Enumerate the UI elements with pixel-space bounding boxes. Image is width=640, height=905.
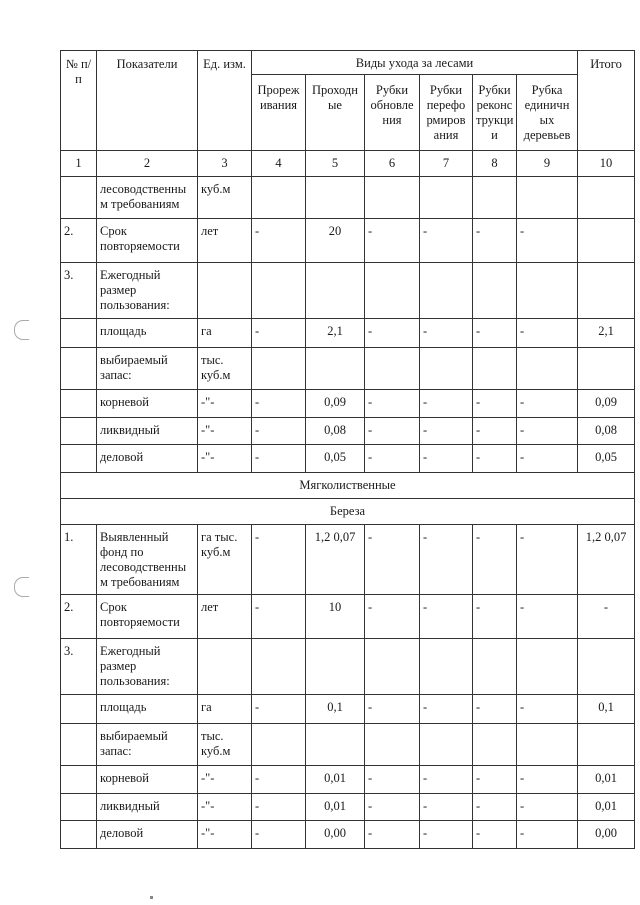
renewal-cuts-cell: -	[365, 445, 420, 473]
indicator-cell: Срок повторяемости	[97, 595, 198, 639]
section-top	[61, 177, 635, 473]
total-cell: 0,01	[578, 766, 635, 794]
reformation-cuts-cell: -	[420, 695, 473, 724]
renewal-cuts-cell: -	[365, 319, 420, 348]
reformation-cuts-cell: -	[420, 766, 473, 794]
table-row	[61, 418, 635, 445]
indicator-cell: деловой	[97, 445, 198, 473]
reformation-cuts-cell	[420, 348, 473, 390]
col-number: 8	[473, 151, 517, 177]
col-number: 2	[97, 151, 198, 177]
table-row	[61, 766, 635, 794]
renewal-cuts-cell: -	[365, 821, 420, 849]
thinning-cell	[252, 348, 306, 390]
passing-cuts-cell: 0,00	[306, 821, 365, 849]
total-cell: 0,08	[578, 418, 635, 445]
unit-cell: -"-	[198, 445, 252, 473]
indicator-cell: выбираемый запас:	[97, 348, 198, 390]
single-tree-cuts-cell	[517, 639, 578, 695]
thinning-cell	[252, 639, 306, 695]
indicator-cell: площадь	[97, 695, 198, 724]
table-row	[61, 695, 635, 724]
col-number: 7	[420, 151, 473, 177]
reconstruction-cuts-cell: -	[473, 695, 517, 724]
table-row	[61, 821, 635, 849]
passing-cuts-cell	[306, 348, 365, 390]
passing-cuts-cell: 0,01	[306, 794, 365, 821]
row-number-cell	[61, 390, 97, 418]
indicator-cell: Ежегодный размер пользования:	[97, 639, 198, 695]
indicator-cell: ликвидный	[97, 794, 198, 821]
total-cell: 0,05	[578, 445, 635, 473]
indicator-cell: ликвидный	[97, 418, 198, 445]
reconstruction-cuts-cell	[473, 639, 517, 695]
reformation-cuts-cell: -	[420, 390, 473, 418]
thinning-cell: -	[252, 219, 306, 263]
total-cell	[578, 177, 635, 219]
reconstruction-cuts-cell: -	[473, 595, 517, 639]
reconstruction-cuts-cell	[473, 348, 517, 390]
unit-cell: лет	[198, 595, 252, 639]
renewal-cuts-cell: -	[365, 695, 420, 724]
col-number: 4	[252, 151, 306, 177]
binder-hole	[14, 577, 29, 597]
indicator-cell: лесоводственны м требованиям	[97, 177, 198, 219]
unit-cell: га	[198, 695, 252, 724]
total-cell: 0,09	[578, 390, 635, 418]
unit-cell: куб.м	[198, 177, 252, 219]
table-row	[61, 794, 635, 821]
renewal-cuts-cell	[365, 263, 420, 319]
row-number-cell: 3.	[61, 263, 97, 319]
indicator-cell: деловой	[97, 821, 198, 849]
unit-cell: -"-	[198, 794, 252, 821]
passing-cuts-cell: 0,09	[306, 390, 365, 418]
reformation-cuts-cell: -	[420, 445, 473, 473]
reformation-cuts-cell: -	[420, 794, 473, 821]
unit-cell: лет	[198, 219, 252, 263]
single-tree-cuts-cell: -	[517, 821, 578, 849]
col-number: 6	[365, 151, 420, 177]
renewal-cuts-cell: -	[365, 390, 420, 418]
table-row	[61, 595, 635, 639]
reformation-cuts-cell: -	[420, 595, 473, 639]
passing-cuts-cell: 1,2 0,07	[306, 525, 365, 595]
reformation-cuts-cell: -	[420, 821, 473, 849]
group-label: Мягколиственные	[61, 473, 635, 499]
table-header	[61, 51, 635, 177]
reconstruction-cuts-cell	[473, 724, 517, 766]
unit-cell: га тыс. куб.м	[198, 525, 252, 595]
passing-cuts-cell	[306, 639, 365, 695]
row-number-cell	[61, 418, 97, 445]
unit-cell: -"-	[198, 766, 252, 794]
total-cell: 1,2 0,07	[578, 525, 635, 595]
single-tree-cuts-cell: -	[517, 319, 578, 348]
indicator-cell: площадь	[97, 319, 198, 348]
table-row	[61, 263, 635, 319]
unit-cell: тыс. куб.м	[198, 348, 252, 390]
row-number-cell: 2.	[61, 219, 97, 263]
reconstruction-cuts-cell: -	[473, 219, 517, 263]
single-tree-cuts-cell: -	[517, 525, 578, 595]
passing-cuts-cell: 20	[306, 219, 365, 263]
passing-cuts-cell: 10	[306, 595, 365, 639]
table-row	[61, 525, 635, 595]
reformation-cuts-cell	[420, 177, 473, 219]
total-cell: 0,01	[578, 794, 635, 821]
col-number: 9	[517, 151, 578, 177]
renewal-cuts-cell: -	[365, 766, 420, 794]
indicator-cell: корневой	[97, 766, 198, 794]
reformation-cuts-cell	[420, 263, 473, 319]
single-tree-cuts-cell: -	[517, 418, 578, 445]
section-bottom	[61, 525, 635, 849]
header-renewal-cuts: Рубки обновле ния	[365, 75, 420, 151]
reformation-cuts-cell: -	[420, 418, 473, 445]
renewal-cuts-cell	[365, 724, 420, 766]
header-reformation-cuts: Рубки перефо рмиров ания	[420, 75, 473, 151]
total-cell: 2,1	[578, 319, 635, 348]
indicator-cell: Срок повторяемости	[97, 219, 198, 263]
reconstruction-cuts-cell: -	[473, 766, 517, 794]
thinning-cell: -	[252, 418, 306, 445]
unit-cell: -"-	[198, 821, 252, 849]
row-number-cell	[61, 695, 97, 724]
passing-cuts-cell: 2,1	[306, 319, 365, 348]
total-cell	[578, 219, 635, 263]
total-cell	[578, 639, 635, 695]
header-unit: Ед. изм.	[198, 51, 252, 151]
renewal-cuts-cell: -	[365, 418, 420, 445]
header-care-types: Виды ухода за лесами	[252, 51, 578, 75]
table-row	[61, 639, 635, 695]
header-total: Итого	[578, 51, 635, 151]
reformation-cuts-cell: -	[420, 219, 473, 263]
reconstruction-cuts-cell: -	[473, 445, 517, 473]
unit-cell: тыс. куб.м	[198, 724, 252, 766]
unit-cell	[198, 263, 252, 319]
table-row	[61, 219, 635, 263]
col-number: 10	[578, 151, 635, 177]
renewal-cuts-cell	[365, 639, 420, 695]
passing-cuts-cell	[306, 724, 365, 766]
header-indicators: Показатели	[97, 51, 198, 151]
thinning-cell: -	[252, 595, 306, 639]
unit-cell: га	[198, 319, 252, 348]
row-number-cell: 3.	[61, 639, 97, 695]
indicator-cell: Выявленный фонд по лесоводственны м требованиям	[97, 525, 198, 595]
row-number-cell	[61, 319, 97, 348]
species-label: Береза	[61, 499, 635, 525]
passing-cuts-cell: 0,05	[306, 445, 365, 473]
table-row	[61, 445, 635, 473]
table-row	[61, 724, 635, 766]
thinning-cell	[252, 263, 306, 319]
thinning-cell: -	[252, 821, 306, 849]
thinning-cell: -	[252, 525, 306, 595]
total-cell: 0,00	[578, 821, 635, 849]
table-row	[61, 390, 635, 418]
unit-cell: -"-	[198, 390, 252, 418]
total-cell: -	[578, 595, 635, 639]
reconstruction-cuts-cell: -	[473, 794, 517, 821]
single-tree-cuts-cell: -	[517, 766, 578, 794]
single-tree-cuts-cell: -	[517, 219, 578, 263]
header-passing-cuts: Проходн ые	[306, 75, 365, 151]
row-number-cell	[61, 766, 97, 794]
unit-cell	[198, 639, 252, 695]
indicator-cell: корневой	[97, 390, 198, 418]
row-number-cell	[61, 821, 97, 849]
col-number: 5	[306, 151, 365, 177]
passing-cuts-cell: 0,1	[306, 695, 365, 724]
unit-cell: -"-	[198, 418, 252, 445]
row-number-cell	[61, 177, 97, 219]
total-cell: 0,1	[578, 695, 635, 724]
header-thinning: Прореж ивания	[252, 75, 306, 151]
table-row	[61, 348, 635, 390]
header-single-tree-cuts: Рубка единичн ых деревьев	[517, 75, 578, 151]
single-tree-cuts-cell	[517, 348, 578, 390]
forest-care-table	[60, 50, 635, 849]
table-row	[61, 319, 635, 348]
reformation-cuts-cell: -	[420, 319, 473, 348]
group-rows	[61, 473, 635, 525]
indicator-cell: Ежегодный размер пользования:	[97, 263, 198, 319]
passing-cuts-cell	[306, 177, 365, 219]
column-numbers-row	[61, 151, 635, 177]
single-tree-cuts-cell: -	[517, 695, 578, 724]
single-tree-cuts-cell: -	[517, 445, 578, 473]
row-number-cell	[61, 348, 97, 390]
row-number-cell	[61, 794, 97, 821]
thinning-cell: -	[252, 319, 306, 348]
row-number-cell	[61, 445, 97, 473]
reformation-cuts-cell: -	[420, 525, 473, 595]
scan-speck	[150, 896, 153, 899]
total-cell	[578, 263, 635, 319]
indicator-cell: выбираемый запас:	[97, 724, 198, 766]
renewal-cuts-cell: -	[365, 525, 420, 595]
renewal-cuts-cell	[365, 177, 420, 219]
reformation-cuts-cell	[420, 639, 473, 695]
reconstruction-cuts-cell: -	[473, 390, 517, 418]
reconstruction-cuts-cell: -	[473, 418, 517, 445]
thinning-cell: -	[252, 390, 306, 418]
row-number-cell	[61, 724, 97, 766]
thinning-cell: -	[252, 794, 306, 821]
reconstruction-cuts-cell	[473, 263, 517, 319]
thinning-cell	[252, 724, 306, 766]
single-tree-cuts-cell: -	[517, 794, 578, 821]
renewal-cuts-cell: -	[365, 794, 420, 821]
reconstruction-cuts-cell	[473, 177, 517, 219]
single-tree-cuts-cell: -	[517, 595, 578, 639]
single-tree-cuts-cell	[517, 724, 578, 766]
row-number-cell: 1.	[61, 525, 97, 595]
binder-hole	[14, 320, 29, 340]
total-cell	[578, 724, 635, 766]
row-number-cell: 2.	[61, 595, 97, 639]
single-tree-cuts-cell	[517, 263, 578, 319]
passing-cuts-cell: 0,08	[306, 418, 365, 445]
header-reconstruction-cuts: Рубки реконс трукци и	[473, 75, 517, 151]
thinning-cell: -	[252, 445, 306, 473]
reconstruction-cuts-cell: -	[473, 821, 517, 849]
renewal-cuts-cell	[365, 348, 420, 390]
passing-cuts-cell: 0,01	[306, 766, 365, 794]
col-number: 3	[198, 151, 252, 177]
thinning-cell: -	[252, 766, 306, 794]
renewal-cuts-cell: -	[365, 219, 420, 263]
reconstruction-cuts-cell: -	[473, 319, 517, 348]
thinning-cell: -	[252, 695, 306, 724]
header-num: № п/п	[61, 51, 97, 151]
total-cell	[578, 348, 635, 390]
single-tree-cuts-cell	[517, 177, 578, 219]
renewal-cuts-cell: -	[365, 595, 420, 639]
single-tree-cuts-cell: -	[517, 390, 578, 418]
col-number: 1	[61, 151, 97, 177]
thinning-cell	[252, 177, 306, 219]
table-row	[61, 177, 635, 219]
reconstruction-cuts-cell: -	[473, 525, 517, 595]
reformation-cuts-cell	[420, 724, 473, 766]
passing-cuts-cell	[306, 263, 365, 319]
